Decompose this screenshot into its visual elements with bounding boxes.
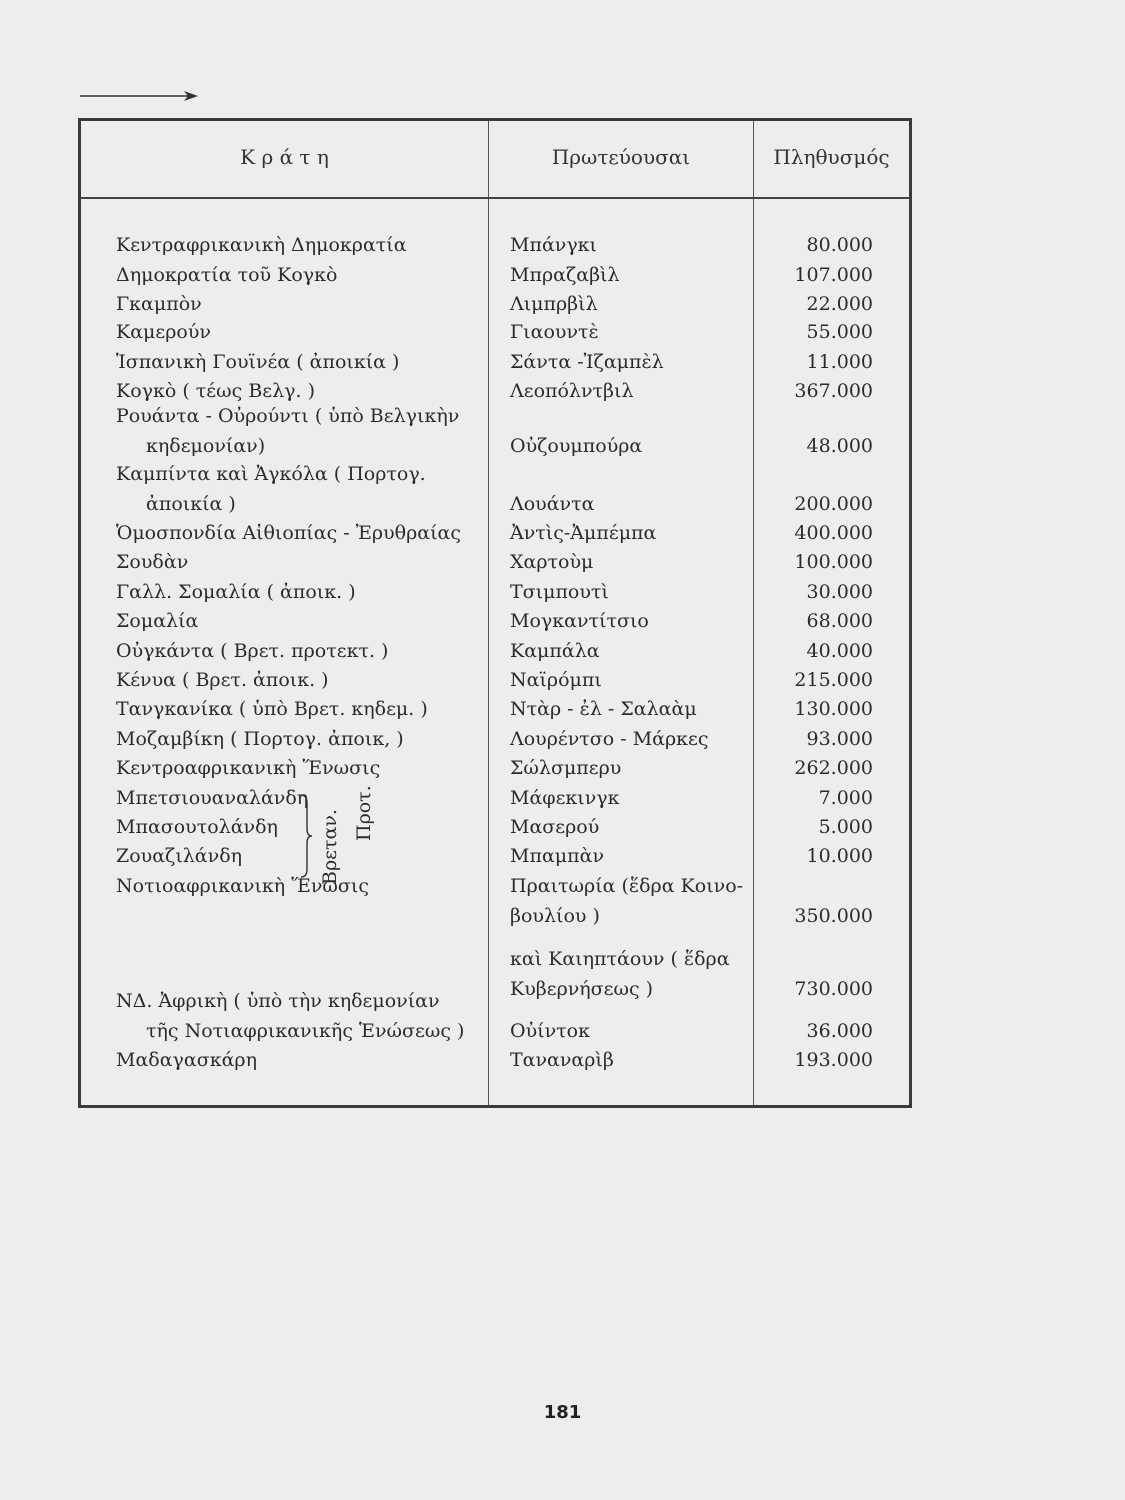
state-name: Οὐγκάντα ( Βρετ. προτεκτ. ) bbox=[116, 640, 389, 662]
column-divider bbox=[753, 121, 754, 1105]
capital-name: Ἀντὶς-Ἀμπέμπα bbox=[510, 522, 657, 544]
state-name: Μαδαγασκάρη bbox=[116, 1049, 257, 1071]
population-value: 367.000 bbox=[794, 380, 873, 402]
state-name: Μπασουτολάνδη bbox=[116, 816, 278, 838]
capital-name: Μπάνγκι bbox=[510, 234, 598, 256]
header-states: Κ ρ ά τ η bbox=[240, 145, 329, 169]
capital-name: Λουάντα bbox=[510, 493, 595, 515]
capital-name: Μπαμπὰν bbox=[510, 845, 604, 867]
column-divider bbox=[488, 121, 489, 1105]
capital-name: Λουρέντσο - Μάρκες bbox=[510, 728, 709, 750]
population-value: 10.000 bbox=[806, 845, 873, 867]
population-value: 107.000 bbox=[794, 264, 873, 286]
capital-name: Πραιτωρία (ἕδρα Κοινο- bbox=[510, 875, 744, 897]
population-value: 48.000 bbox=[806, 435, 873, 457]
state-name: Γαλλ. Σομαλία ( ἀποικ. ) bbox=[116, 581, 356, 603]
header-divider bbox=[81, 197, 909, 199]
population-value: 262.000 bbox=[794, 757, 873, 779]
state-name: Μοζαμβίκη ( Πορτογ. ἀποικ, ) bbox=[116, 728, 404, 750]
population-value: 22.000 bbox=[806, 293, 873, 315]
page-number: 181 bbox=[543, 1402, 582, 1423]
capital-name: Χαρτοὺμ bbox=[510, 551, 594, 573]
state-name: Κεντροαφρικανικὴ Ἕνωσις bbox=[116, 757, 381, 779]
capital-name: Ντὰρ - ἐλ - Σαλαὰμ bbox=[510, 698, 697, 720]
population-value: 200.000 bbox=[794, 493, 873, 515]
capital-name: Λιμπρβὶλ bbox=[510, 293, 598, 315]
population-value: 5.000 bbox=[818, 816, 873, 838]
capital-name: Τσιμπουτὶ bbox=[510, 581, 609, 603]
capital-name: βουλίου ) bbox=[510, 905, 600, 927]
population-value: 55.000 bbox=[806, 321, 873, 343]
capital-name: Σάντα -Ἰζαμπὲλ bbox=[510, 351, 664, 373]
capital-name: Γιαουντὲ bbox=[510, 321, 599, 343]
state-name: Ρουάντα - Οὐρούντι ( ὑπὸ Βελγικὴν bbox=[116, 405, 460, 427]
state-name: Κογκὸ ( τέως Βελγ. ) bbox=[116, 380, 316, 402]
capital-name: Μογκαντίτσιο bbox=[510, 610, 649, 632]
capital-name: Ταναναρὶβ bbox=[510, 1049, 614, 1071]
population-value: 11.000 bbox=[806, 351, 873, 373]
population-value: 80.000 bbox=[806, 234, 873, 256]
state-name: Σομαλία bbox=[116, 610, 199, 632]
state-name: ΝΔ. Ἀφρικὴ ( ὑπὸ τὴν κηδεμονίαν bbox=[116, 990, 440, 1012]
population-value: 130.000 bbox=[794, 698, 873, 720]
capital-name: Ναϊρόμπι bbox=[510, 669, 602, 691]
capital-name: Λεοπόλντβιλ bbox=[510, 380, 634, 402]
capital-name: Σώλσμπερυ bbox=[510, 757, 622, 779]
population-value: 215.000 bbox=[794, 669, 873, 691]
population-value: 30.000 bbox=[806, 581, 873, 603]
header-capitals: Πρωτεύουσαι bbox=[551, 145, 691, 169]
population-value: 350.000 bbox=[794, 905, 873, 927]
population-value: 68.000 bbox=[806, 610, 873, 632]
population-value: 7.000 bbox=[818, 787, 873, 809]
capital-name: Μάφεκινγκ bbox=[510, 787, 620, 809]
population-value: 193.000 bbox=[794, 1049, 873, 1071]
state-name: Γκαμπὸν bbox=[116, 293, 202, 315]
population-value: 40.000 bbox=[806, 640, 873, 662]
population-value: 36.000 bbox=[806, 1020, 873, 1042]
capital-name: Καμπάλα bbox=[510, 640, 600, 662]
arrow-icon bbox=[80, 88, 200, 104]
capital-name: Οὐζουμπούρα bbox=[510, 435, 643, 457]
capital-name: Μπραζαβὶλ bbox=[510, 264, 620, 286]
state-name: Ζουαζιλάνδη bbox=[116, 845, 243, 867]
population-value: 400.000 bbox=[794, 522, 873, 544]
state-name: Καμερούν bbox=[116, 321, 211, 343]
state-name: Κένυα ( Βρετ. ἀποικ. ) bbox=[116, 669, 329, 691]
state-name: Ἱσπανικὴ Γουϊνέα ( ἀποικία ) bbox=[116, 351, 400, 373]
population-value: 100.000 bbox=[794, 551, 873, 573]
state-name: Σουδὰν bbox=[116, 551, 189, 573]
state-name: κηδεμονίαν) bbox=[146, 435, 266, 457]
capital-name: καὶ Καιηπτάουν ( ἕδρα bbox=[510, 948, 730, 970]
state-name: Ὁμοσπονδία Αἰθιοπίας - Ἐρυθραίας bbox=[116, 522, 462, 544]
state-name: Καμπίντα καὶ Ἀγκόλα ( Πορτογ. bbox=[116, 463, 426, 485]
population-value: 93.000 bbox=[806, 728, 873, 750]
population-value: 730.000 bbox=[794, 978, 873, 1000]
state-name: τῆς Νοτιαφρικανικῆς Ἑνώσεως ) bbox=[146, 1020, 465, 1042]
population-table bbox=[78, 118, 912, 1108]
state-name: Τανγκανίκα ( ὑπὸ Βρετ. κηδεμ. ) bbox=[116, 698, 428, 720]
capital-name: Μασερού bbox=[510, 816, 600, 838]
state-name: ἀποικία ) bbox=[146, 493, 236, 515]
state-name: Μπετσιουαναλάνδη bbox=[116, 787, 309, 809]
state-name: Νοτιοαφρικανικὴ Ἕνωσις bbox=[116, 875, 369, 897]
capital-name: Κυβερνήσεως ) bbox=[510, 978, 654, 1000]
bracket-label-british: Βρεταν. bbox=[319, 809, 341, 885]
bracket-brace bbox=[299, 793, 313, 879]
state-name: Δημοκρατία τοῦ Κογκὸ bbox=[116, 264, 338, 286]
bracket-label-protectorate: Προτ. bbox=[353, 785, 375, 841]
header-population: Πληθυσμός bbox=[773, 145, 890, 169]
capital-name: Οὐίντοκ bbox=[510, 1020, 590, 1042]
state-name: Κεντραφρικανικὴ Δημοκρατία bbox=[116, 234, 407, 256]
